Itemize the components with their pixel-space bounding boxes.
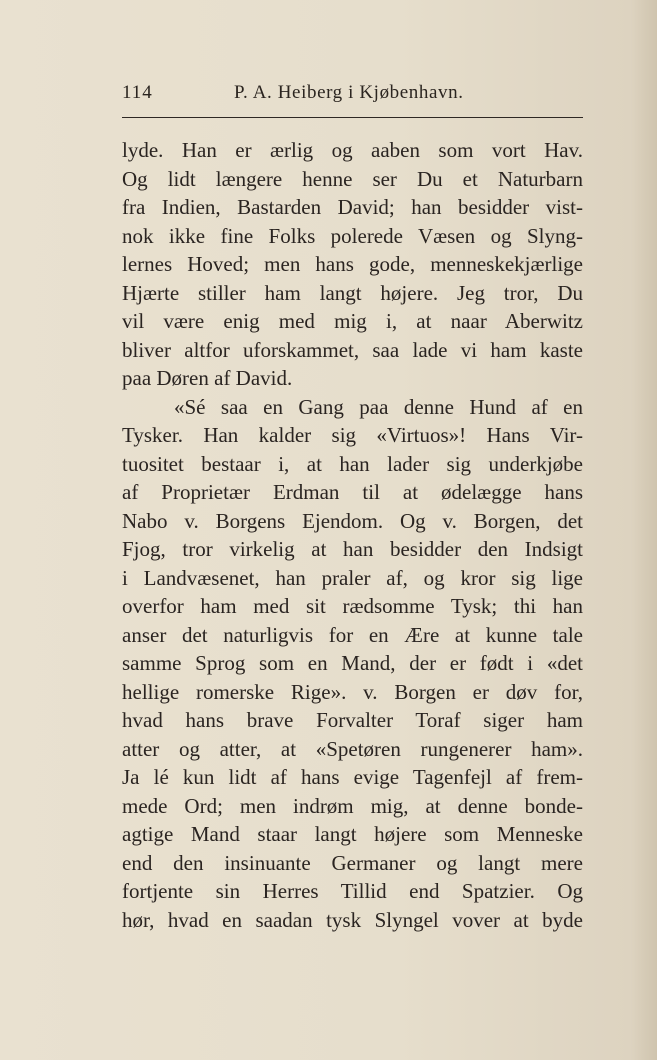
- text-line: Og lidt længere henne ser Du et Naturbarn: [122, 166, 583, 191]
- text-line: af Proprietær Erdman til at ødelægge hans: [122, 480, 583, 504]
- text-line: atter og atter, at «Spetøren rungenerer ham».: [122, 736, 583, 761]
- text-line: fortjente sin Herres Tillid end Spatzier. Og: [122, 879, 583, 903]
- text-line: hvad hans brave Forvalter Toraf siger ham: [122, 708, 583, 732]
- page-number: 114: [122, 82, 153, 103]
- text-line: hør, hvad en saadan tysk Slyngel vover at byde: [122, 907, 583, 932]
- text-line: bliver altfor uforskammet, saa lade vi ham kaste: [122, 337, 583, 362]
- text-line: hellige romerske Rige». v. Borgen er døv for,: [122, 679, 583, 704]
- text-line: paa Døren af David.: [122, 366, 293, 390]
- text-line: i Landvæsenet, han praler af, og kror sig lige: [122, 565, 583, 590]
- header-rule: [122, 117, 583, 118]
- text-line: mede Ord; men indrøm mig, at denne bonde-: [122, 793, 583, 818]
- text-line: lernes Hoved; men hans gode, menneskekjærlige: [122, 252, 583, 276]
- text-line: Ja lé kun lidt af hans evige Tagenfejl af frem-: [122, 765, 583, 789]
- running-title: P. A. Heiberg i Kjøbenhavn.: [234, 82, 464, 103]
- text-line: vil være enig med mig i, at naar Aberwitz: [122, 309, 583, 333]
- text-line: nok ikke fine Folks polerede Væsen og Slyng-: [122, 223, 583, 248]
- text-line: samme Sprog som en Mand, der er født i «det: [122, 651, 583, 675]
- text-line: Tysker. Han kalder sig «Virtuos»! Hans Vir-: [122, 423, 583, 447]
- text-line: overfor ham med sit rædsomme Tysk; thi han: [122, 594, 583, 618]
- page-header: [122, 82, 582, 112]
- text-line: «Sé saa en Gang paa denne Hund af en: [174, 394, 583, 419]
- text-line: anser det naturligvis for en Ære at kunne tale: [122, 622, 583, 647]
- body-text: [122, 136, 583, 934]
- text-line: agtige Mand staar langt højere som Menneske: [122, 822, 583, 846]
- text-line: tuositet bestaar i, at han lader sig underkjøbe: [122, 451, 583, 476]
- text-line: fra Indien, Bastarden David; han besidder vist-: [122, 195, 583, 219]
- text-line: end den insinuante Germaner og langt mere: [122, 850, 583, 875]
- text-line: Fjog, tror virkelig at han besidder den Indsigt: [122, 537, 583, 561]
- text-line: Nabo v. Borgens Ejendom. Og v. Borgen, det: [122, 508, 583, 533]
- text-line: Hjærte stiller ham langt højere. Jeg tror, Du: [122, 280, 583, 305]
- text-line: lyde. Han er ærlig og aaben som vort Hav.: [122, 138, 583, 162]
